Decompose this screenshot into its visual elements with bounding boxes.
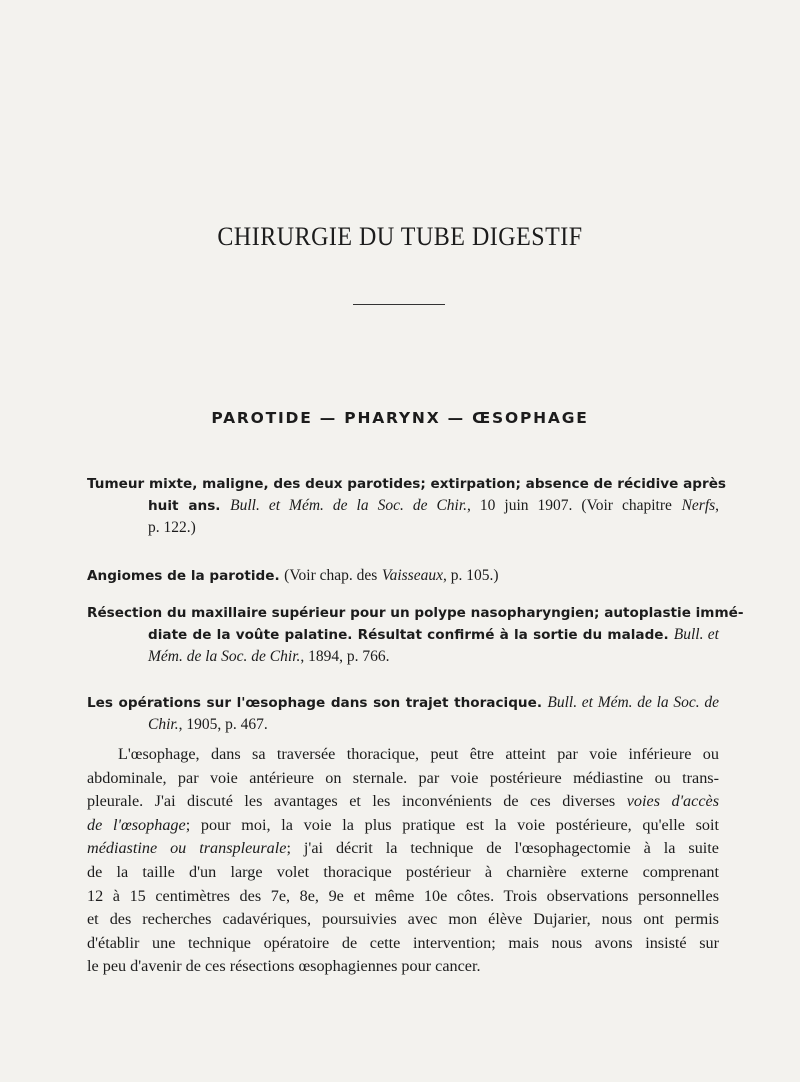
italic-phrase: voies d'accès <box>626 792 720 811</box>
ref-date: , 10 juin 1907. (Voir chapitre <box>467 497 672 514</box>
entry-title: Tumeur mixte, maligne, des deux parotides; extirpation; absence de récidive après <box>87 476 727 492</box>
ref-page: p. 122.) <box>148 519 196 536</box>
chapter-title: CHIRURGIE DU TUBE DIGESTIF <box>217 222 583 252</box>
chapter-ref: Nerfs <box>681 497 716 514</box>
bibliography-entry-maxillaire <box>87 603 744 668</box>
ref-date: , 1894, p. 766. <box>300 648 390 665</box>
ref-date: , 1905, p. 467. <box>178 716 268 733</box>
section-title: PAROTIDE — PHARYNX — ŒSOPHAGE <box>211 409 589 427</box>
entry-title-cont: huit ans. <box>148 498 221 514</box>
journal-ref: Bull. et Mém. de la Soc. de Chir. <box>230 497 468 514</box>
entry-title: Angiomes de la parotide. <box>87 568 280 584</box>
journal-ref-cont: Mém. de la Soc. de Chir. <box>148 648 301 665</box>
journal-ref: Bull. et <box>673 626 719 643</box>
entry-title-cont: diate de la voûte palatine. Résultat confirmé à la sortie du malade. <box>148 627 669 643</box>
body-paragraph: L'œsophage, dans sa traversée thoracique, peut être atteint par voie inférieure ou abdominale, par voie antérieure on sternale. par voie postérieure médiastine ou trans- pleurale. J'ai discuté les avantages et les inconvénients de ces diverses voies d'accès de l'œsophage; pour moi, la voie la plus pratique est la voie postérieure, qu'elle soit médiastine ou transpleurale; j'ai décrit la technique de l'œsophagectomie à la suite de la taille d'un large volet thoracique postérieur à charnière externe comprenant 12 à 15 centimètres des 7e, 8e, 9e et même 10e côtes. Trois observations personnelles et des recherches cadavériques, poursuivies avec mon élève Dujarier, nous ont permis d'établir une technique opératoire de cette intervention; mais nous avons insisté sur le peu d'avenir de ces résections œsophagiennes pour cancer. <box>87 745 720 976</box>
bibliography-entry-parotides: Tumeur mixte, maligne, des deux parotides; extirpation; absence de récidive après huit ans. Bull. et Mém. de la Soc. de Chir., 10 juin 1907. (Voir chapitre Nerfs, p. 122.) <box>87 476 727 536</box>
journal-ref-cont: Chir. <box>148 716 179 733</box>
italic-phrase: médiastine ou transpleurale <box>87 839 287 858</box>
title-divider <box>353 304 445 305</box>
bibliography-entry-oesophage <box>87 692 719 736</box>
journal-ref: Bull. et Mém. de la Soc. de <box>547 694 719 711</box>
bibliography-entry-angiomes: Angiomes de la parotide. (Voir chap. des Vaisseaux, p. 105.) <box>87 567 499 584</box>
chapter-ref: Vaisseaux <box>381 567 443 584</box>
entry-title: Les opérations sur l'œsophage dans son trajet thoracique. <box>87 695 542 711</box>
italic-phrase: de l'œsophage <box>87 815 186 834</box>
entry-title: Résection du maxillaire supérieur pour un polype nasopharyngien; autoplastie immé- <box>87 605 744 621</box>
